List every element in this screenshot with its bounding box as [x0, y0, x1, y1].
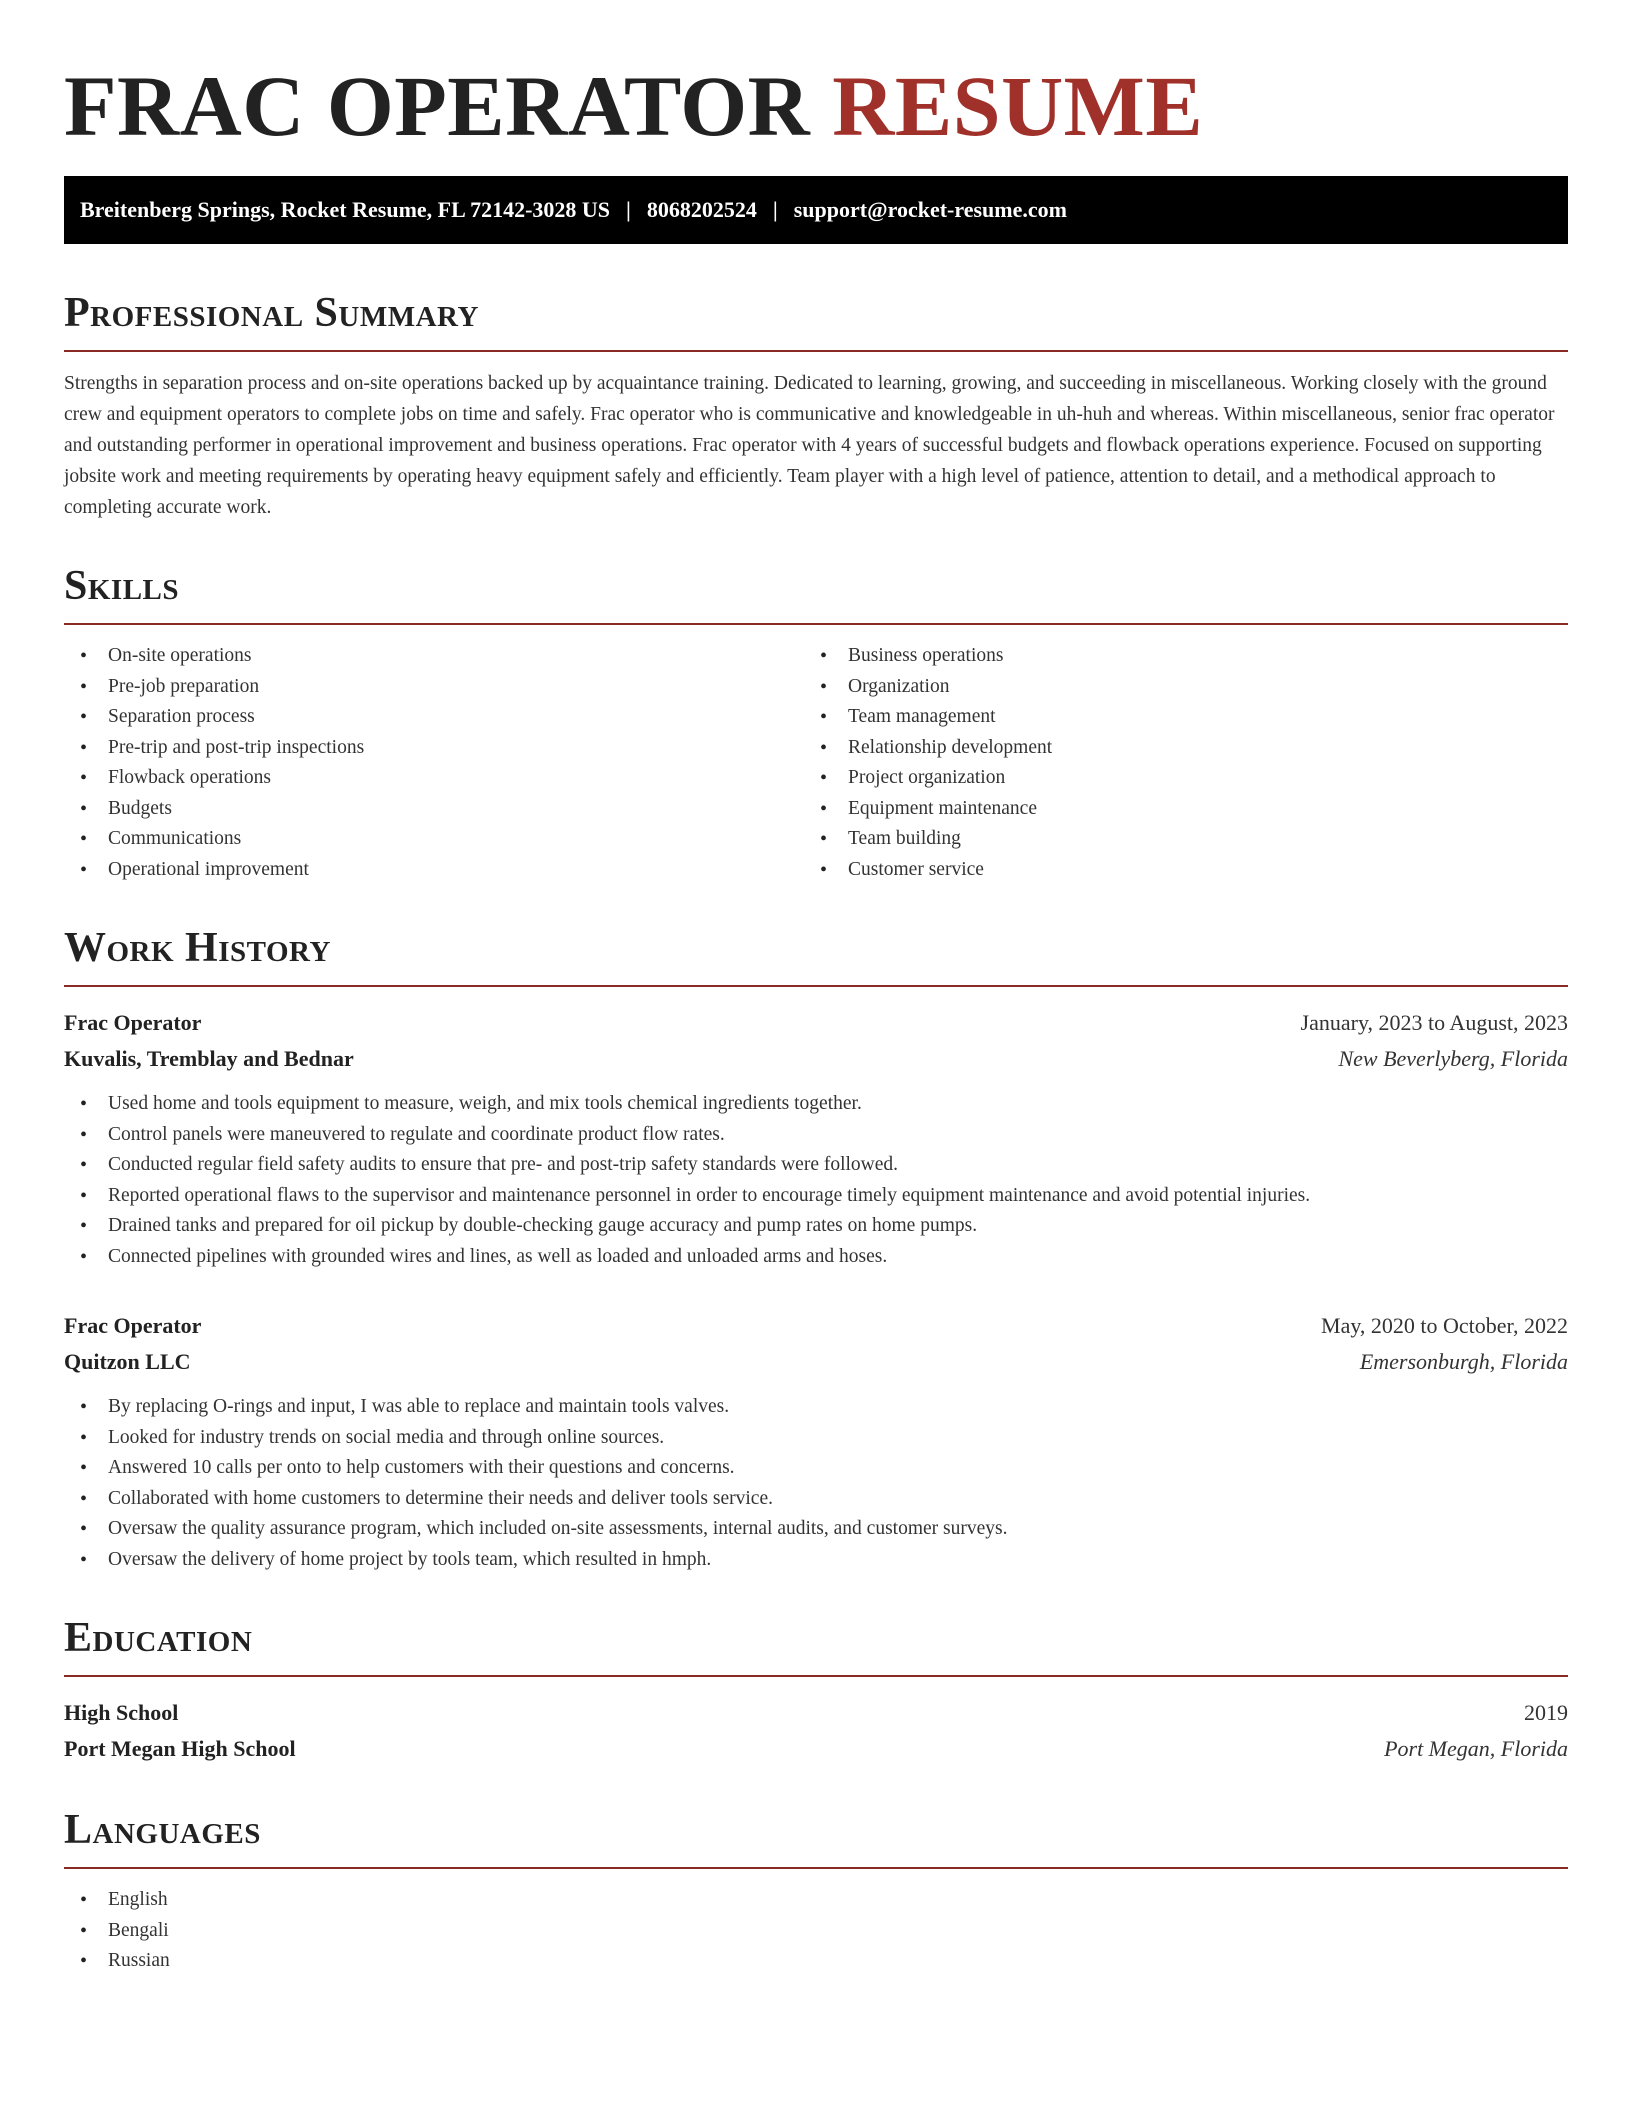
skills-list-right	[804, 641, 1544, 885]
job-duty: • Reported operational flaws to the supervisor and maintenance personnel in order to encourage timely equipment maintenance and avoid potential injuries.	[64, 1181, 1568, 1212]
work-history-section	[64, 923, 1568, 1575]
job-company: Kuvalis, Tremblay and Bednar	[64, 1046, 354, 1071]
education-section	[64, 1613, 1568, 1767]
education-year: 2019	[1524, 1700, 1568, 1725]
job-dates: May, 2020 to October, 2022	[1321, 1313, 1568, 1338]
skill-item: • Budgets	[64, 794, 804, 825]
job-company: Quitzon LLC	[64, 1349, 191, 1374]
education-heading: Education	[64, 1613, 1568, 1677]
contact-address: Breitenberg Springs, Rocket Resume, FL 72142-3028 US	[80, 197, 611, 222]
skill-item: • On-site operations	[64, 641, 804, 672]
language-item: • English	[64, 1885, 1568, 1916]
resume-title	[64, 56, 1568, 156]
languages-section	[64, 1805, 1568, 1977]
language-item: • Russian	[64, 1946, 1568, 1977]
job-title-row	[64, 1308, 1568, 1344]
resume-page	[64, 0, 1568, 1977]
languages-heading: Languages	[64, 1805, 1568, 1869]
job-duty: • Control panels were maneuvered to regulate and coordinate product flow rates.	[64, 1120, 1568, 1151]
language-item: • Bengali	[64, 1916, 1568, 1947]
contact-separator: |	[772, 197, 778, 222]
title-main: FRAC OPERATOR	[64, 58, 811, 154]
work-history-heading: Work History	[64, 923, 1568, 987]
skill-item: • Equipment maintenance	[804, 794, 1544, 825]
skill-item: • Organization	[804, 672, 1544, 703]
job-duty: • Connected pipelines with grounded wires and lines, as well as loaded and unloaded arms and hoses.	[64, 1242, 1568, 1273]
education-school: Port Megan High School	[64, 1736, 296, 1761]
skill-item: • Pre-trip and post-trip inspections	[64, 733, 804, 764]
title-accent: RESUME	[832, 58, 1204, 154]
contact-separator: |	[626, 197, 631, 222]
job-location: Emersonburgh, Florida	[1359, 1349, 1568, 1374]
education-school-row	[64, 1731, 1568, 1767]
languages-list	[64, 1885, 1568, 1977]
job-company-row	[64, 1344, 1568, 1380]
contact-bar	[64, 176, 1568, 244]
skill-item: • Relationship development	[804, 733, 1544, 764]
summary-section	[64, 288, 1568, 523]
summary-heading: Professional Summary	[64, 288, 1568, 352]
skills-section	[64, 561, 1568, 885]
job-title-row	[64, 1005, 1568, 1041]
job-duty: • Answered 10 calls per onto to help customers with their questions and concerns.	[64, 1453, 1568, 1484]
job-duty: • By replacing O-rings and input, I was able to replace and maintain tools valves.	[64, 1392, 1568, 1423]
job-duty: • Drained tanks and prepared for oil pickup by double-checking gauge accuracy and pump rates on home pumps.	[64, 1211, 1568, 1242]
skill-item: • Operational improvement	[64, 855, 804, 886]
summary-text: Strengths in separation process and on-site operations backed up by acquaintance training. Dedicated to learning, growing, and succeeding in miscellaneous. Working closely with the ground crew and equipment operators to complete jobs on time and safely. Frac operator who is communicative and knowledgeable in uh-huh and whereas. Within miscellaneous, senior frac operator and outstanding performer in operational improvement and business operations. Frac operator with 4 years of successful budgets and flowback operations experience. Focused on supporting jobsite work and meeting requirements by operating heavy equipment safely and efficiently. Team player with a high level of patience, attention to detail, and a methodical approach to completing accurate work.	[64, 373, 1555, 518]
job-dates: January, 2023 to August, 2023	[1300, 1010, 1568, 1035]
education-location: Port Megan, Florida	[1384, 1736, 1568, 1761]
skill-item: • Team building	[804, 824, 1544, 855]
skill-item: • Business operations	[804, 641, 1544, 672]
skill-item: • Flowback operations	[64, 763, 804, 794]
skills-heading: Skills	[64, 561, 1568, 625]
job-duty: • Used home and tools equipment to measure, weigh, and mix tools chemical ingredients together.	[64, 1089, 1568, 1120]
education-degree: High School	[64, 1700, 179, 1725]
skill-item: • Pre-job preparation	[64, 672, 804, 703]
job-location: New Beverlyberg, Florida	[1338, 1046, 1568, 1071]
skill-item: • Team management	[804, 702, 1544, 733]
job-duty: • Conducted regular field safety audits to ensure that pre- and post-trip safety standards were followed.	[64, 1150, 1568, 1181]
skill-item: • Customer service	[804, 855, 1544, 886]
job-duties-list	[64, 1089, 1568, 1272]
job-duties-list	[64, 1392, 1568, 1575]
job-entry	[64, 1005, 1568, 1272]
job-company-row	[64, 1041, 1568, 1077]
job-entry	[64, 1308, 1568, 1575]
education-degree-row	[64, 1695, 1568, 1731]
skill-item: • Project organization	[804, 763, 1544, 794]
skill-item: • Communications	[64, 824, 804, 855]
job-duty: • Oversaw the delivery of home project by tools team, which resulted in hmph.	[64, 1545, 1568, 1576]
skills-grid	[64, 641, 1568, 885]
contact-phone[interactable]: 8068202524	[646, 197, 757, 222]
job-title: Frac Operator	[64, 1313, 202, 1338]
contact-email[interactable]: support@rocket-resume.com	[793, 197, 1067, 222]
skill-item: • Separation process	[64, 702, 804, 733]
education-entry	[64, 1695, 1568, 1767]
job-duty: • Collaborated with home customers to determine their needs and deliver tools service.	[64, 1484, 1568, 1515]
skills-list-left	[64, 641, 804, 885]
job-duty: • Oversaw the quality assurance program, which included on-site assessments, internal audits, and customer surveys.	[64, 1514, 1568, 1545]
job-title: Frac Operator	[64, 1010, 202, 1035]
job-duty: • Looked for industry trends on social media and through online sources.	[64, 1423, 1568, 1454]
